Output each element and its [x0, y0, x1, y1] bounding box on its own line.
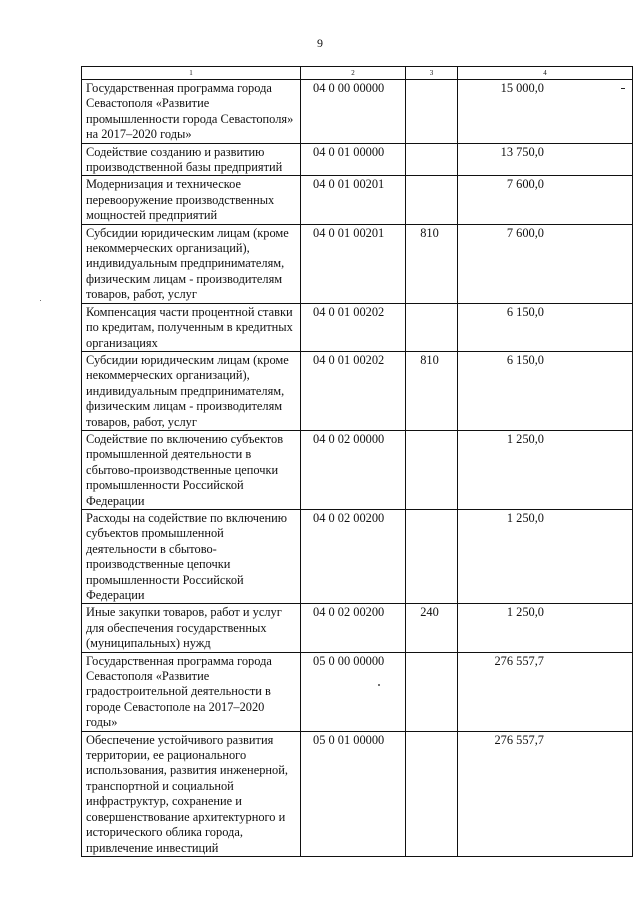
table-row — [82, 303, 633, 351]
row-name: Государственная программа города Севастополя «Развитие промышленности города Севастополя» на 2017–2020 годы» — [82, 80, 301, 144]
row-code: 04 0 00 00000 — [301, 80, 406, 144]
row-amount: 1 250,0 — [458, 509, 633, 603]
column-header: 2 — [301, 67, 406, 80]
row-name: Компенсация части процентной ставки по кредитам, полученным в кредитных организациях — [82, 303, 301, 351]
row-code: 04 0 01 00201 — [301, 176, 406, 224]
row-code: 04 0 01 00000 — [301, 143, 406, 176]
row-expense-type: 810 — [406, 224, 458, 303]
row-expense-type — [406, 176, 458, 224]
table-row — [82, 224, 633, 303]
row-expense-type — [406, 509, 458, 603]
row-name: Содействие по включению субъектов промышленной деятельности в сбытово-производственные цепочки промышленности Российской Федерации — [82, 430, 301, 509]
table-row — [82, 652, 633, 731]
row-name: Иные закупки товаров, работ и услуг для обеспечения государственных (муниципальных) нужд — [82, 604, 301, 652]
table-row — [82, 80, 633, 144]
row-expense-type: 810 — [406, 351, 458, 430]
table-row — [82, 176, 633, 224]
table-row — [82, 604, 633, 652]
row-expense-type — [406, 303, 458, 351]
table-row — [82, 351, 633, 430]
row-expense-type — [406, 80, 458, 144]
row-code: 04 0 02 00200 — [301, 604, 406, 652]
row-name: Содействие созданию и развитию производственной базы предприятий — [82, 143, 301, 176]
row-code: 05 0 00 00000 — [301, 652, 406, 731]
row-name: Субсидии юридическим лицам (кроме некоммерческих организаций), индивидуальным предпринимателям, физическим лицам - производителям товаров, работ, услуг — [82, 224, 301, 303]
row-amount: 7 600,0 — [458, 176, 633, 224]
row-expense-type: 240 — [406, 604, 458, 652]
column-header: 1 — [82, 67, 301, 80]
row-name: Обеспечение устойчивого развития территории, ее рационального использования, развития инженерной, транспортной и социальной инфраструктур, сохранение и совершенствование архитектурного и исторического облика города, привлечение инвестиций — [82, 731, 301, 856]
row-amount: 1 250,0 — [458, 430, 633, 509]
row-amount: 1 250,0 — [458, 604, 633, 652]
row-amount: 15 000,0 — [458, 80, 633, 144]
row-code: 04 0 01 00202 — [301, 351, 406, 430]
row-name: Субсидии юридическим лицам (кроме некоммерческих организаций), индивидуальным предпринимателям, физическим лицам - производителям товаров, работ, услуг — [82, 351, 301, 430]
row-code: 04 0 01 00201 — [301, 224, 406, 303]
row-expense-type — [406, 731, 458, 856]
row-amount: 276 557,7 — [458, 731, 633, 856]
budget-table — [81, 66, 633, 857]
row-expense-type — [406, 143, 458, 176]
row-amount: 7 600,0 — [458, 224, 633, 303]
row-expense-type — [406, 430, 458, 509]
row-code: 04 0 02 00200 — [301, 509, 406, 603]
table-row — [82, 430, 633, 509]
row-name: Государственная программа города Севастополя «Развитие градостроительной деятельности в городе Севастополе на 2017–2020 годы» — [82, 652, 301, 731]
table-row — [82, 509, 633, 603]
row-name: Модернизация и техническое перевооружение производственных мощностей предприятий — [82, 176, 301, 224]
row-code: 04 0 02 00000 — [301, 430, 406, 509]
row-expense-type — [406, 652, 458, 731]
table-header-row — [82, 67, 633, 80]
table-row — [82, 731, 633, 856]
column-header: 4 — [458, 67, 633, 80]
scan-speck — [40, 300, 41, 301]
page-number: 9 — [317, 36, 323, 50]
row-amount: 13 750,0 — [458, 143, 633, 176]
column-header: 3 — [406, 67, 458, 80]
row-name: Расходы на содействие по включению субъектов промышленной деятельности в сбытово-производственные цепочки промышленности Российской Федерации — [82, 509, 301, 603]
row-code: 05 0 01 00000 — [301, 731, 406, 856]
row-amount: 276 557,7 — [458, 652, 633, 731]
row-amount: 6 150,0 — [458, 303, 633, 351]
table-row — [82, 143, 633, 176]
row-code: 04 0 01 00202 — [301, 303, 406, 351]
row-amount: 6 150,0 — [458, 351, 633, 430]
